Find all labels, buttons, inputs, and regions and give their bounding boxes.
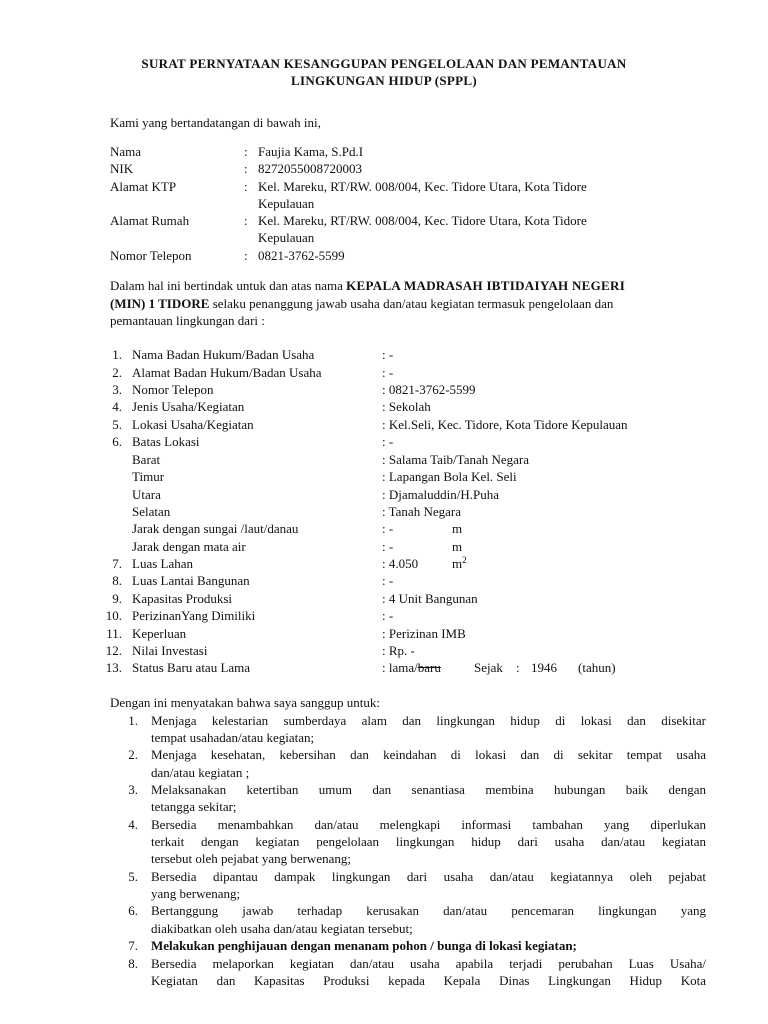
statement-no: 1.	[128, 713, 138, 728]
details-value: : 0821-3762-5599	[382, 382, 476, 397]
details-value: : -	[382, 347, 394, 362]
statement-no: 4.	[128, 817, 138, 832]
details-no: 7.	[112, 556, 122, 571]
details-label: Status Baru atau Lama	[132, 660, 251, 675]
statement-line: terkait dengan kegiatan pengelolaan lingkungan hidup dari usaha dan/atau kegiatan	[151, 834, 706, 849]
since-unit: (tahun)	[578, 660, 616, 675]
statement-line: yang berwenang;	[151, 886, 241, 901]
details-no: 4.	[112, 399, 122, 414]
statement-line: Bersedia dipantau dampak lingkungan dari usaha dan/atau kegiatannya oleh pejabat	[151, 869, 706, 884]
para1-line2	[110, 295, 706, 313]
identity-colon: :	[244, 179, 248, 194]
statement-line: Menjaga kesehatan, kebersihan dan keindahan di lokasi dan di sekitar tempat usaha	[151, 747, 706, 762]
para1-pre: Dalam hal ini bertindak untuk dan atas nama	[110, 278, 347, 293]
statement-line: tetangga sekitar;	[151, 799, 237, 814]
details-no: 8.	[112, 573, 122, 588]
details-unit: m	[452, 521, 463, 536]
document-title-line2: LINGKUNGAN HIDUP (SPPL)	[290, 73, 478, 88]
para1-bold2: (MIN) 1 TIDORE	[110, 296, 210, 311]
statement-line: Melaksanakan ketertiban umum dan senantiasa membina hubungan baik dengan	[151, 782, 706, 797]
statement-line: Menjaga kelestarian sumberdaya alam dan lingkungan hidup di lokasi dan disekitar	[151, 713, 706, 728]
details-label: Nama Badan Hukum/Badan Usaha	[132, 347, 315, 362]
details-value: : -	[382, 434, 394, 449]
identity-colon: :	[244, 144, 248, 159]
statement-line: tersebut oleh pejabat yang berwenang;	[151, 851, 351, 866]
details-value: : -	[382, 365, 394, 380]
para1-post1: selaku penanggung jawab usaha dan/atau kegiatan termasuk pengelolaan dan	[209, 296, 614, 311]
details-no: 12.	[105, 643, 122, 658]
details-value: : 4.050	[382, 556, 419, 571]
details-no: 5.	[112, 417, 122, 432]
intro-text: Kami yang bertandatangan di bawah ini,	[110, 115, 321, 130]
identity-value-telepon: 0821-3762-5599	[258, 248, 345, 263]
details-unit: m	[452, 539, 463, 554]
details-value: : Djamaluddin/H.Puha	[382, 487, 499, 502]
statement-line: diakibatkan oleh usaha dan/atau kegiatan tersebut;	[151, 921, 413, 936]
details-value: : Sekolah	[382, 399, 431, 414]
details-label: Luas Lantai Bangunan	[132, 573, 250, 588]
details-label: Nilai Investasi	[132, 643, 208, 658]
details-no: 6.	[112, 434, 122, 449]
details-value: : Lapangan Bola Kel. Seli	[382, 469, 517, 484]
details-label: Jarak dengan sungai /laut/danau	[132, 521, 299, 536]
since-colon: :	[516, 660, 520, 675]
details-value: : Salama Taib/Tanah Negara	[382, 452, 530, 467]
identity-value-alamat-ktp-cont: Kepulauan	[258, 196, 315, 211]
details-no: 10.	[105, 608, 122, 623]
details-no: 1.	[112, 347, 122, 362]
since-label: Sejak	[474, 660, 503, 675]
statement-intro: Dengan ini menyatakan bahwa saya sanggup untuk:	[110, 695, 381, 710]
details-unit-text: m	[452, 556, 463, 571]
statement-line: Bersedia melaporkan kegiatan dan/atau usaha apabila terjadi perubahan Luas Usaha/	[151, 956, 706, 971]
identity-label-alamat-ktp: Alamat KTP	[110, 179, 177, 194]
details-no: 2.	[112, 365, 122, 380]
details-value	[382, 659, 441, 677]
details-value: : Tanah Negara	[382, 504, 461, 519]
identity-value-alamat-rumah-cont: Kepulauan	[258, 230, 315, 245]
statement-no: 8.	[128, 956, 138, 971]
details-value: : Kel.Seli, Kec. Tidore, Kota Tidore Kepulauan	[382, 417, 628, 432]
statement-no: 3.	[128, 782, 138, 797]
since-year: 1946	[531, 660, 557, 675]
details-no: 13.	[105, 660, 122, 675]
details-label: Alamat Badan Hukum/Badan Usaha	[132, 365, 322, 380]
document-title-line1: SURAT PERNYATAAN KESANGGUPAN PENGELOLAAN DAN PEMANTAUAN	[141, 56, 627, 71]
details-value: : -	[382, 521, 394, 536]
para1-line1	[110, 277, 706, 295]
details-label: Jarak dengan mata air	[132, 539, 246, 554]
statement-line: tempat usahadan/atau kegiatan;	[151, 730, 315, 745]
details-no: 9.	[112, 591, 122, 606]
details-label: Nomor Telepon	[132, 382, 214, 397]
identity-value-nama: Faujia Kama, S.Pd.I	[258, 144, 364, 159]
details-label: PerizinanYang Dimiliki	[132, 608, 256, 623]
details-unit	[452, 555, 467, 575]
details-label: Luas Lahan	[132, 556, 194, 571]
details-value: : Perizinan IMB	[382, 626, 466, 641]
statement-no: 6.	[128, 903, 138, 918]
details-label: Selatan	[132, 504, 171, 519]
details-no: 11.	[106, 626, 122, 641]
identity-label-nama: Nama	[110, 144, 142, 159]
status-baru-struck: baru	[417, 660, 441, 675]
details-label: Keperluan	[132, 626, 187, 641]
details-unit-sup: 2	[462, 555, 467, 565]
identity-colon: :	[244, 161, 248, 176]
statement-no: 7.	[128, 938, 138, 953]
details-label: Batas Lokasi	[132, 434, 200, 449]
para1-bold1: KEPALA MADRASAH IBTIDAIYAH NEGERI	[346, 278, 626, 293]
details-label: Timur	[132, 469, 165, 484]
details-label: Kapasitas Produksi	[132, 591, 233, 606]
details-label: Utara	[132, 487, 161, 502]
statement-no: 2.	[128, 747, 138, 762]
details-label: Jenis Usaha/Kegiatan	[132, 399, 245, 414]
details-value: : -	[382, 573, 394, 588]
statement-line: dan/atau kegiatan ;	[151, 765, 250, 780]
identity-label-nik: NIK	[110, 161, 134, 176]
identity-value-nik: 8272055008720003	[258, 161, 362, 176]
details-value: : -	[382, 608, 394, 623]
statement-line: Kegiatan dan Kapasitas Produksi kepada Kepala Dinas Lingkungan Hidup Kota	[151, 973, 706, 988]
details-value: : -	[382, 539, 394, 554]
para1-line3: pemantauan lingkungan dari :	[110, 313, 265, 328]
identity-label-alamat-rumah: Alamat Rumah	[110, 213, 190, 228]
statement-line-bold: Melakukan penghijauan dengan menanam pohon / bunga di lokasi kegiatan;	[151, 938, 577, 953]
identity-value-alamat-rumah: Kel. Mareku, RT/RW. 008/004, Kec. Tidore Utara, Kota Tidore	[258, 213, 587, 228]
details-value: : Rp. -	[382, 643, 415, 658]
statement-line: Bertanggung jawab terhadap kerusakan dan/atau pencemaran lingkungan yang	[151, 903, 706, 918]
identity-colon: :	[244, 248, 248, 263]
identity-label-telepon: Nomor Telepon	[110, 248, 192, 263]
details-label: Barat	[132, 452, 161, 467]
identity-colon: :	[244, 213, 248, 228]
statement-line: Bersedia menambahkan dan/atau melengkapi informasi tambahan yang diperlukan	[151, 817, 706, 832]
details-label: Lokasi Usaha/Kegiatan	[132, 417, 254, 432]
details-no: 3.	[112, 382, 122, 397]
identity-value-alamat-ktp: Kel. Mareku, RT/RW. 008/004, Kec. Tidore Utara, Kota Tidore	[258, 179, 587, 194]
details-value: : 4 Unit Bangunan	[382, 591, 478, 606]
status-lama: : lama/	[382, 660, 418, 675]
statement-no: 5.	[128, 869, 138, 884]
